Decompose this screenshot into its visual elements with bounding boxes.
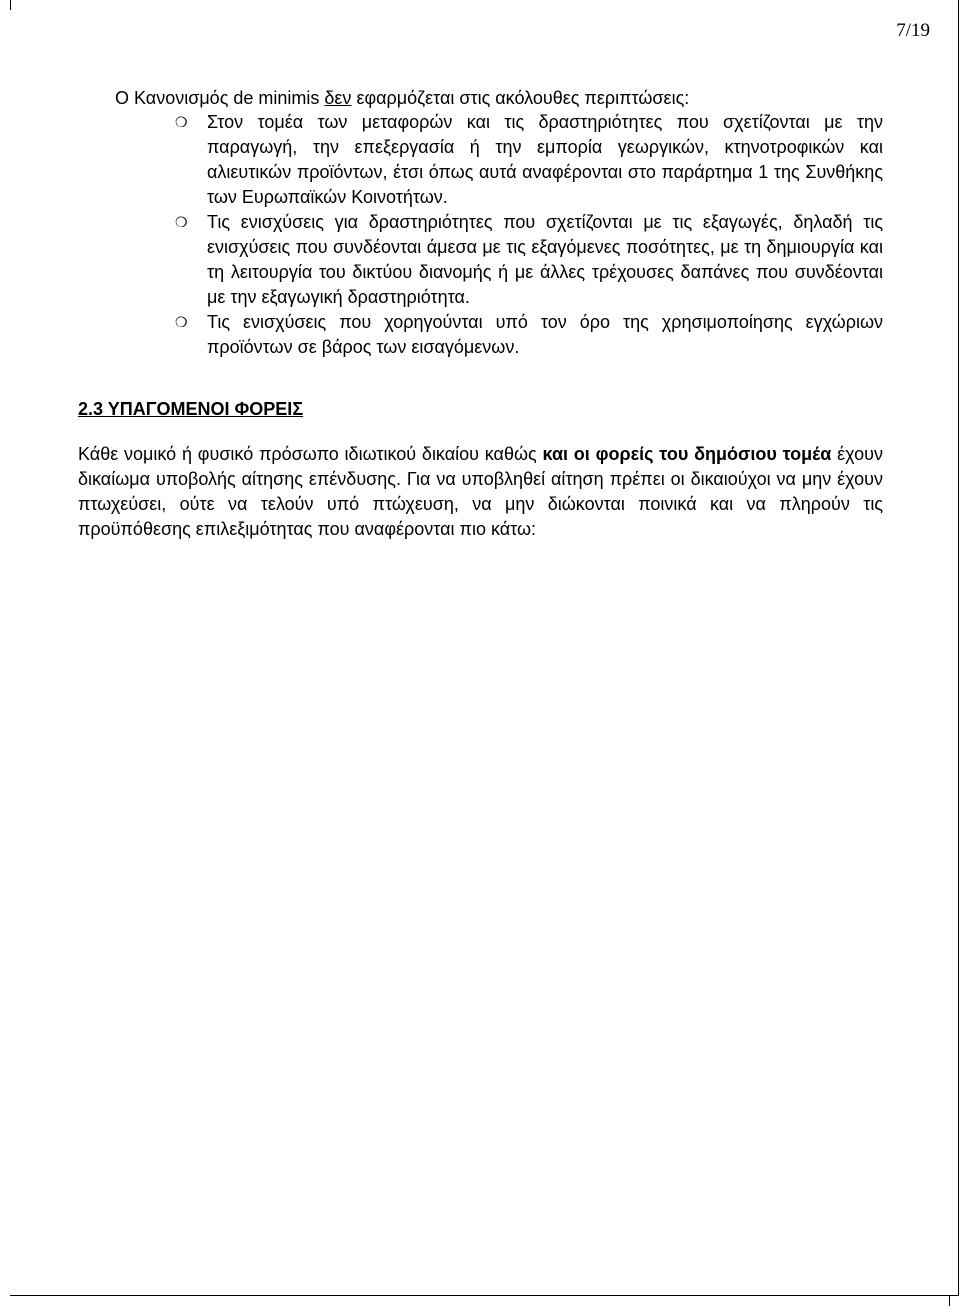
list-item — [175, 310, 883, 360]
intro-text-end: εφαρμόζεται στις ακόλουθες περιπτώσεις: — [351, 88, 690, 108]
section-text-end: έχουν δικαίωμα υποβολής αίτησης επένδυσης. Για να υποβληθεί αίτηση πρέπει οι δικαιούχοι να μην έχουν πτωχεύσει, ούτε να τελούν υπό πτώχευση, να μην διώκονται ποινικά και να πληρούν τις προϋπόθεσης επιλεξιμότητας που αναφέρονται πιο κάτω: — [78, 444, 883, 539]
page-corner-tick — [10, 0, 11, 10]
intro-paragraph — [115, 86, 689, 111]
hollow-circle-bullet-icon: ❍ — [175, 214, 188, 230]
page-corner-tick — [949, 1296, 950, 1306]
intro-underlined-word: δεν — [324, 88, 352, 108]
intro-text-start: Ο Κανονισμός de minimis — [115, 88, 325, 108]
hollow-circle-bullet-icon: ❍ — [175, 314, 188, 330]
section-heading: 2.3 ΥΠΑΓΟΜΕΝΟΙ ΦΟΡΕΙΣ — [78, 399, 304, 419]
list-item — [175, 210, 883, 310]
page-number: 7/19 — [896, 20, 930, 41]
hollow-circle-bullet-icon: ❍ — [175, 114, 188, 130]
section-text-start: Κάθε νομικό ή φυσικό πρόσωπο ιδιωτικού δικαίου καθώς — [78, 444, 543, 464]
list-item-text: Τις ενισχύσεις που χορηγούνται υπό τον όρο της χρησιμοποίησης εγχώριων προϊόντων σε βάρος των εισαγόμενων. — [207, 312, 883, 357]
list-item — [175, 110, 883, 210]
list-item-text: Τις ενισχύσεις για δραστηριότητες που σχετίζονται με τις εξαγωγές, δηλαδή τις ενισχύσεις που συνδέονται άμεσα με τις εξαγόμενες ποσότητες, με τη δημιουργία και τη λειτουργία του δικτύου διανομής ή με άλλες τρέχουσες δαπάνες που συνδέονται με την εξαγωγική δραστηριότητα. — [207, 212, 883, 307]
list-item-text: Στον τομέα των μεταφορών και τις δραστηριότητες που σχετίζονται με την παραγωγή, την επεξεργασία ή την εμπορία γεωργικών, κτηνοτροφικών και αλιευτικών προϊόντων, έτσι όπως αυτά αναφέρονται στο παράρτημα 1 της Συνθήκης των Ευρωπαϊκών Κοινοτήτων. — [207, 112, 883, 207]
exclusions-list — [175, 110, 883, 360]
section-bold-text: και οι φορείς του δημόσιου τομέα — [542, 444, 832, 464]
section-paragraph — [78, 442, 883, 542]
